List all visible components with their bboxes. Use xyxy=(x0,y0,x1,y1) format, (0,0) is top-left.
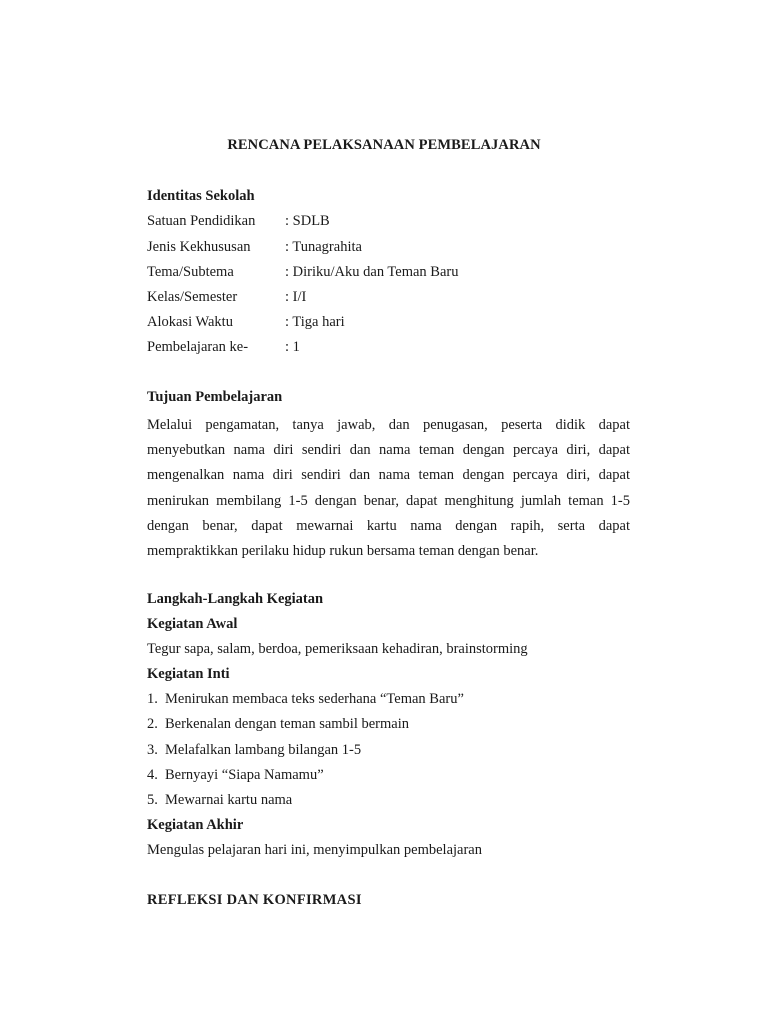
list-text: Berkenalan dengan teman sambil bermain xyxy=(165,716,409,732)
list-number: 4. xyxy=(147,767,158,783)
identitas-label: Kelas/Semester xyxy=(147,289,238,305)
identitas-label: Jenis Kekhususan xyxy=(147,239,251,255)
identitas-value: : Tunagrahita xyxy=(285,239,362,255)
identitas-value: : 1 xyxy=(285,339,300,355)
list-number: 2. xyxy=(147,716,158,732)
list-text: Melafalkan lambang bilangan 1-5 xyxy=(165,742,362,758)
list-item xyxy=(147,792,292,809)
tujuan-paragraph xyxy=(147,413,630,564)
list-item xyxy=(147,716,409,733)
list-number: 1. xyxy=(147,691,158,707)
tujuan-text: Melalui pengamatan, tanya jawab, dan penugasan, peserta didik dapat menyebutkan nama diri sendiri dan nama teman dengan percaya diri, dapat mengenalkan nama diri sendiri dan nama teman dengan percaya diri, dapat menirukan membilang 1-5 dengan benar, dapat menghitung jumlah teman 1-5 dengan benar, dapat mewarnai kartu nama dengan rapih, serta dapat mempraktikkan perilaku hidup rukun bersama teman dengan benar. xyxy=(147,417,630,560)
identitas-label: Pembelajaran ke- xyxy=(147,339,249,355)
list-text: Mewarnai kartu nama xyxy=(165,792,293,808)
kegiatan-inti-heading: Kegiatan Inti xyxy=(147,666,230,682)
document-title: RENCANA PELAKSANAAN PEMBELAJARAN xyxy=(227,137,541,153)
list-item xyxy=(147,742,361,759)
identitas-value: : Tiga hari xyxy=(285,314,345,330)
langkah-heading: Langkah-Langkah Kegiatan xyxy=(147,591,324,607)
identitas-value: : I/I xyxy=(285,289,307,305)
identitas-label: Satuan Pendidikan xyxy=(147,213,256,229)
tujuan-heading: Tujuan Pembelajaran xyxy=(147,389,283,405)
list-text: Menirukan membaca teks sederhana “Teman Baru” xyxy=(165,691,464,707)
identitas-value: : Diriku/Aku dan Teman Baru xyxy=(285,264,459,280)
kegiatan-akhir-heading: Kegiatan Akhir xyxy=(147,817,244,833)
list-item xyxy=(147,691,464,708)
identitas-heading: Identitas Sekolah xyxy=(147,188,255,204)
list-number: 5. xyxy=(147,792,158,808)
identitas-label: Tema/Subtema xyxy=(147,264,234,280)
kegiatan-awal-heading: Kegiatan Awal xyxy=(147,616,238,632)
kegiatan-akhir-text: Mengulas pelajaran hari ini, menyimpulkan pembelajaran xyxy=(147,842,482,858)
identitas-value: : SDLB xyxy=(285,213,330,229)
list-text: Bernyayi “Siapa Namamu” xyxy=(165,767,324,783)
identitas-label: Alokasi Waktu xyxy=(147,314,233,330)
refleksi-heading: REFLEKSI DAN KONFIRMASI xyxy=(147,892,362,908)
list-number: 3. xyxy=(147,742,158,758)
kegiatan-awal-text: Tegur sapa, salam, berdoa, pemeriksaan kehadiran, brainstorming xyxy=(147,641,528,657)
list-item xyxy=(147,767,324,784)
